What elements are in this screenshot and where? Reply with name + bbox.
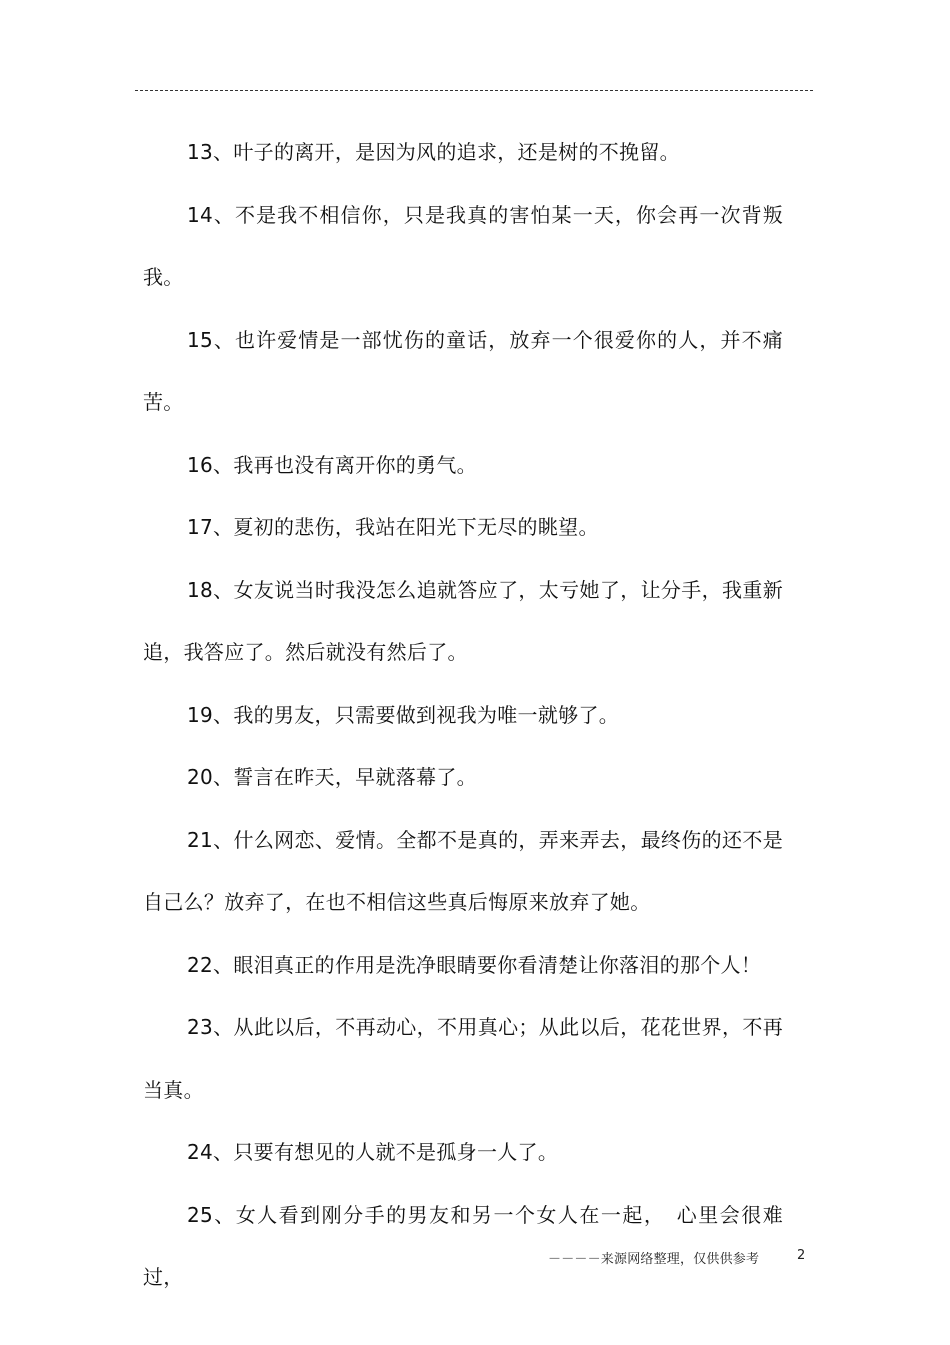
paragraph-22: 22、眼泪真正的作用是洗净眼睛要你看清楚让你落泪的那个人！	[187, 952, 762, 977]
paragraph-15: 15、也许爱情是一部忧伤的童话，放弃一个很爱你的人，并不痛苦。	[143, 327, 783, 414]
document-body	[143, 121, 783, 1309]
header-divider	[135, 90, 813, 91]
paragraph-23: 23、从此以后，不再动心，不用真心；从此以后，花花世界，不再当真。	[143, 1015, 783, 1102]
paragraph-24: 24、只要有想见的人就不是孤身一人了。	[187, 1140, 559, 1164]
paragraph-16: 16、我再也没有离开你的勇气。	[187, 452, 477, 477]
paragraph-19: 19、我的男友，只需要做到视我为唯一就够了。	[187, 702, 620, 727]
paragraph-20: 20、誓言在昨天，早就落幕了。	[187, 765, 477, 789]
footer-source-note: －－－－来源网络整理，仅供供参考	[548, 1252, 760, 1267]
paragraph-25: 25、女人看到刚分手的男友和另一个女人在一起， 心里会很难过，	[143, 1202, 783, 1289]
page-footer	[0, 1248, 950, 1268]
paragraph-21: 21、什么网恋、爱情。全都不是真的，弄来弄去，最终伤的还不是自己么？放弃了，在也不相信这些真后悔原来放弃了她。	[143, 827, 783, 914]
paragraph-13: 13、叶子的离开，是因为风的追求，还是树的不挽留。	[187, 140, 680, 164]
page-number: 2	[797, 1248, 806, 1263]
paragraph-18: 18、女友说当时我没怎么追就答应了，太亏她了，让分手，我重新追，我答应了。然后就没有然后了。	[143, 577, 783, 664]
paragraph-14: 14、不是我不相信你，只是我真的害怕某一天，你会再一次背叛我。	[143, 202, 783, 289]
paragraph-17: 17、夏初的悲伤，我站在阳光下无尽的眺望。	[187, 515, 599, 539]
